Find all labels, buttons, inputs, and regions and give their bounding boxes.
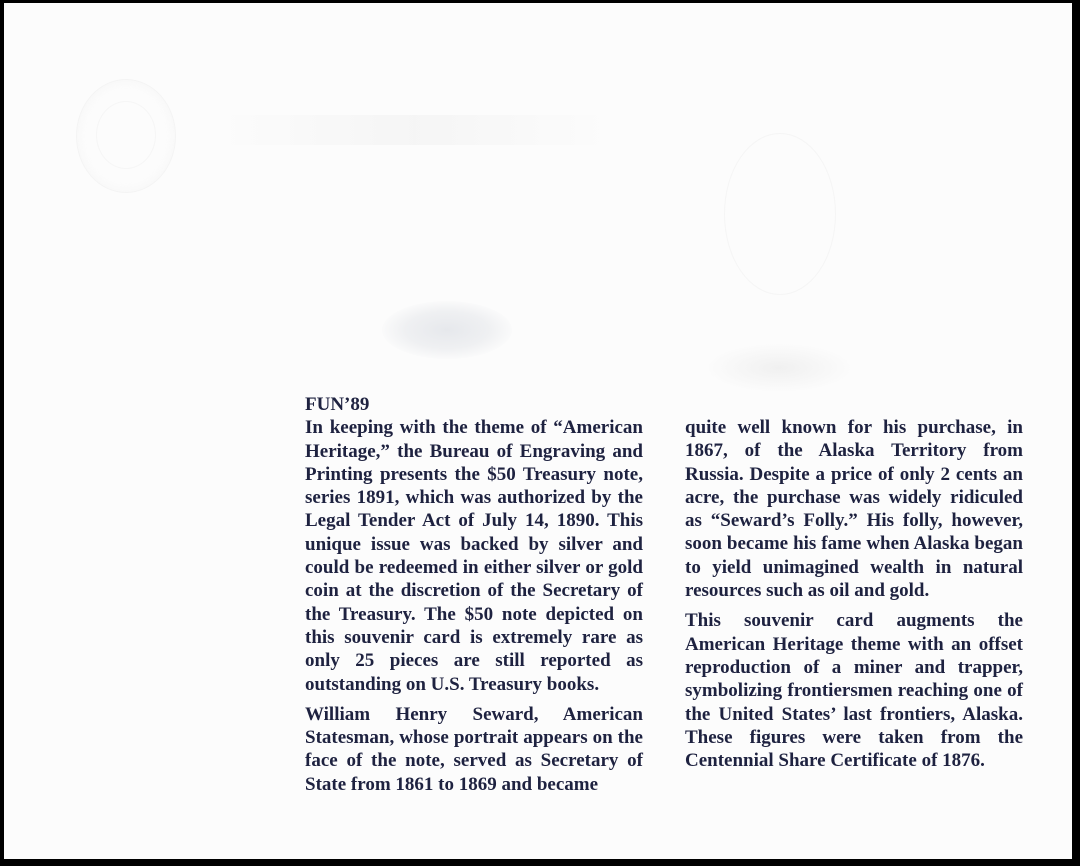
paragraph: quite well known for his purchase, in 1867, of the Alaska Territory from Russia. Despite a price of only 2 cents an acre, the purchase was widely ridiculed as “Seward’s Folly.” His folly, however, soon became his fame when Alaska began to yield unimagined wealth in natural resources such as oil and gold. [685,417,1023,602]
paragraph: This souvenir card augments the American Heritage theme with an offset reproduction of a miner and trapper, symbolizing frontiersmen reaching one of the United States’ last frontiers, Alaska. These figures were taken from the Centennial Share Certificate of 1876. [685,610,1023,772]
embossed-figure [382,301,512,359]
paragraph: In keeping with the theme of “American Heritage,” the Bureau of Engraving and Printing presents the $50 Treasury note, series 1891, which was authorized by the Legal Tender Act of July 14, 1890. This unique issue was backed by silver and could be redeemed in either silver or gold coin at the discretion of the Secretary of the Treasury. The $50 note depicted on this souvenir card is extremely rare as only 25 pieces are still reported as outstanding on U.S. Treasury books. [305,417,643,695]
embossed-seal-inner [96,101,156,169]
card-title: FUN’89 [305,394,370,415]
embossed-oval [724,133,836,295]
embossed-figure-right [704,343,854,393]
paragraph: William Henry Seward, American Statesman, whose portrait appears on the face of the note, served as Secretary of State from 1861 to 1869 and became [305,703,643,795]
left-column [305,393,643,796]
souvenir-card [4,3,1072,859]
embossed-banner [214,115,614,145]
right-column [685,416,1023,772]
